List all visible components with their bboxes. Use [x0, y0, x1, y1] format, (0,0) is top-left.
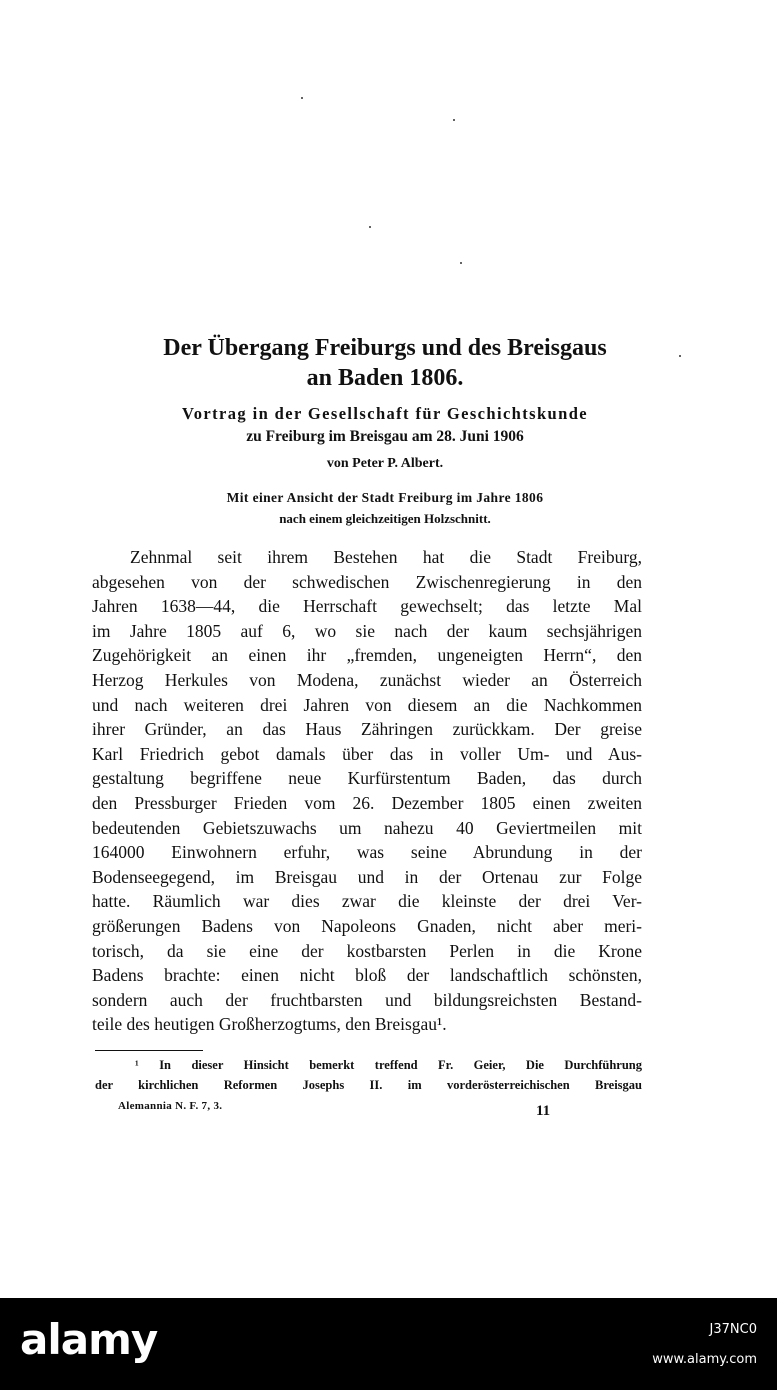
body-line: torisch, da sie eine der kostbarsten Perlen in die Krone: [92, 940, 642, 961]
scan-speck: [369, 226, 371, 228]
footnote: [95, 1055, 642, 1095]
body-line: Zehnmal seit ihrem Bestehen hat die Stadt Freiburg,: [130, 547, 642, 567]
footnote-line: der kirchlichen Reformen Josephs II. im vorderösterreichischen Breisgau: [95, 1078, 642, 1092]
site-url: www.alamy.com: [652, 1352, 757, 1367]
scan-speck: [460, 262, 462, 264]
subtitle-line-2: zu Freiburg im Breisgau am 28. Juni 1906: [246, 428, 524, 445]
body-line: größerungen Badens von Napoleons Gnaden, nicht aber meri-: [92, 915, 642, 936]
body-line: im Jahre 1805 auf 6, wo sie nach der kaum sechsjährigen: [92, 620, 642, 641]
scan-speck: [301, 97, 303, 99]
subtitle-line-1: Vortrag in der Gesellschaft für Geschichtskunde: [181, 404, 589, 423]
page-number: 11: [536, 1103, 551, 1119]
body-line: Zugehörigkeit an einen ihr „fremden, ungeneigten Herrn“, den: [92, 645, 642, 666]
scan-speck: [453, 119, 455, 121]
body-line: 164000 Einwohnern erfuhr, was seine Abrundung in der: [92, 842, 642, 863]
body-line: sondern auch der fruchtbarsten und bildungsreichsten Bestand-: [92, 989, 642, 1010]
document-title: [60, 333, 710, 393]
body-line: Bodenseegegend, im Breisgau und in der Ortenau zur Folge: [92, 866, 642, 887]
body-line: abgesehen von der schwedischen Zwischenregierung in den: [92, 571, 642, 592]
body-paragraph: [92, 545, 642, 1037]
body-line: Herzog Herkules von Modena, zunächst wieder an Österreich: [92, 669, 642, 690]
author-prefix: von: [326, 456, 349, 471]
author-name: Peter P. Albert.: [352, 456, 444, 471]
body-line: gestaltung begriffene neue Kurfürstentum Baden, das durch: [92, 768, 642, 789]
title-line-2: an Baden 1806.: [306, 365, 464, 391]
author-line: [60, 454, 710, 474]
footnote-line: ¹ In dieser Hinsicht bemerkt treffend Fr. Geier, Die Durchführung: [135, 1058, 642, 1072]
body-line: hatte. Räumlich war dies zwar die kleinste der drei Ver-: [92, 891, 642, 912]
source-signature: Alemannia N. F. 7, 3.: [118, 1100, 223, 1112]
body-line: den Pressburger Frieden vom 26. Dezember 1805 einen zweiten: [92, 792, 642, 813]
body-line: teile des heutigen Großherzogtums, den Breisgau¹.: [92, 1014, 447, 1035]
body-line: bedeutenden Gebietszuwachs um nahezu 40 Geviertmeilen mit: [92, 817, 642, 838]
illustration-note-line-2: nach einem gleichzeitigen Holzschnitt.: [279, 511, 491, 526]
body-line: Karl Friedrich gebot damals über das in voller Um- und Aus-: [92, 743, 642, 764]
body-line: Jahren 1638—44, die Herrschaft gewechselt; das letzte Mal: [92, 596, 642, 617]
image-id: J37NC0: [709, 1322, 757, 1337]
illustration-note-line-1: Mit einer Ansicht der Stadt Freiburg im Jahre 1806: [226, 490, 544, 505]
body-line: und nach weiteren drei Jahren von diesem an die Nachkommen: [92, 694, 642, 715]
footnote-divider: [95, 1050, 203, 1051]
title-line-1: Der Übergang Freiburgs und des Breisgaus: [163, 335, 607, 361]
body-line: Badens brachte: einen nicht bloß der landschaftlich schönsten,: [92, 965, 642, 986]
body-line: ihrer Gründer, an das Haus Zähringen zurückkam. Der greise: [92, 719, 642, 740]
alamy-logo: alamy: [20, 1315, 158, 1364]
